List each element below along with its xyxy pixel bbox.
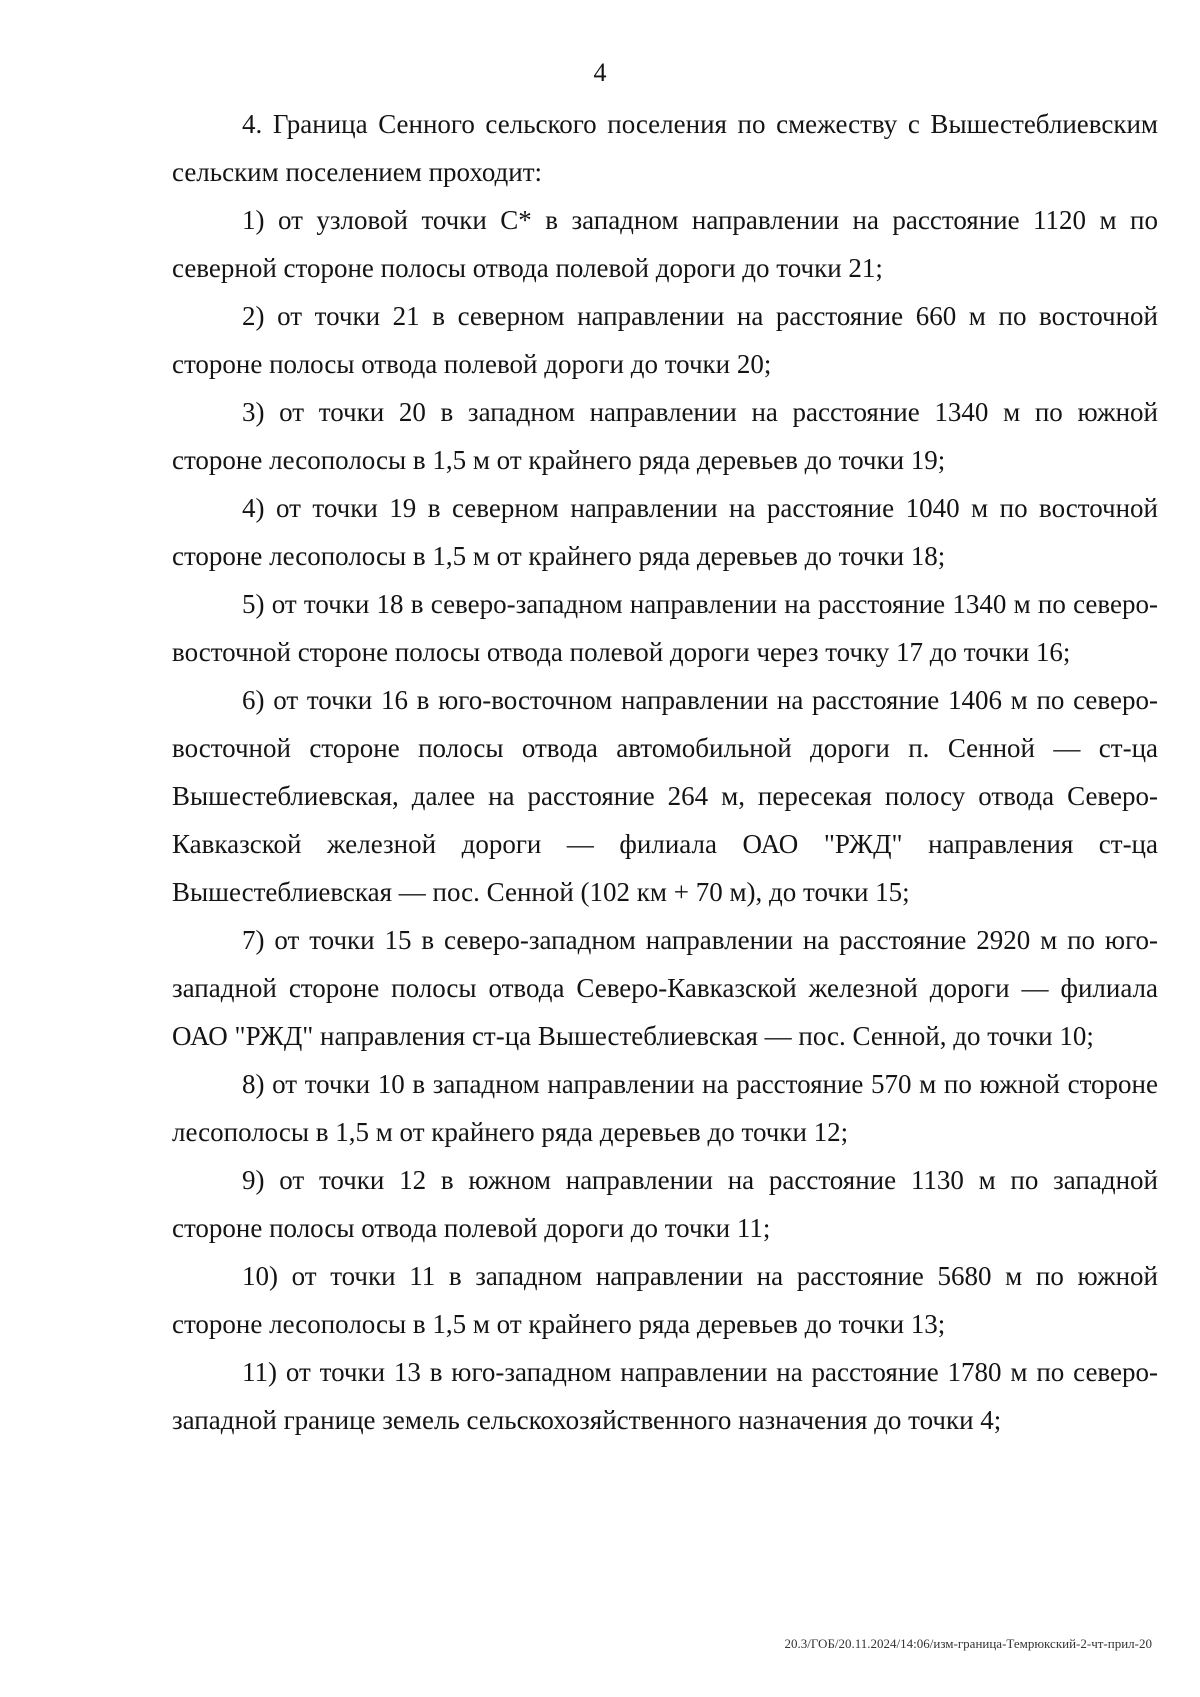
paragraph-item-2: 2) от точки 21 в северном направлении на расстояние 660 м по восточной стороне полосы отвода полевой дороги до точки 20;: [172, 301, 1158, 379]
paragraph-item-5: 5) от точки 18 в северо-западном направлении на расстояние 1340 м по северо-восточной стороне полосы отвода полевой дороги через точку 17 до точки 16;: [172, 589, 1158, 667]
paragraph-item-6: 6) от точки 16 в юго-восточном направлении на расстояние 1406 м по северо-восточной стороне полосы отвода автомобильной дороги п. Сенной — ст-ца Вышестеблиевская, далее на расстояние 264 м, пересекая полосу отвода Северо-Кавказской железной дороги — филиала ОАО "РЖД" направления ст-ца Вышестеблиевская — пос. Сенной (102 км + 70 м), до точки 15;: [172, 685, 1158, 907]
paragraph-item-7: 7) от точки 15 в северо-западном направлении на расстояние 2920 м по юго-западной стороне полосы отвода Северо-Кавказской железной дороги — филиала ОАО "РЖД" направления ст-ца Вышестеблиевская — пос. Сенной, до точки 10;: [172, 925, 1158, 1051]
paragraph-item-1: 1) от узловой точки С* в западном направлении на расстояние 1120 м по северной стороне полосы отвода полевой дороги до точки 21;: [172, 205, 1158, 283]
document-footer-code: 20.3/ГОБ/20.11.2024/14:06/изм-граница-Темрюкский-2-чт-прил-20: [784, 1636, 1152, 1651]
paragraph-item-10: 10) от точки 11 в западном направлении на расстояние 5680 м по южной стороне лесополосы в 1,5 м от крайнего ряда деревьев до точки 13;: [172, 1261, 1158, 1339]
paragraph-intro: 4. Граница Сенного сельского поселения по смежеству с Вышестеблиевским сельским поселением проходит:: [172, 109, 1158, 187]
paragraph-item-11: 11) от точки 13 в юго-западном направлении на расстояние 1780 м по северо-западной границе земель сельскохозяйственного назначения до точки 4;: [172, 1357, 1158, 1435]
paragraph-item-4: 4) от точки 19 в северном направлении на расстояние 1040 м по восточной стороне лесополосы в 1,5 м от крайнего ряда деревьев до точки 18;: [172, 493, 1158, 571]
paragraph-item-9: 9) от точки 12 в южном направлении на расстояние 1130 м по западной стороне полосы отвода полевой дороги до точки 11;: [172, 1165, 1158, 1243]
paragraph-item-3: 3) от точки 20 в западном направлении на расстояние 1340 м по южной стороне лесополосы в 1,5 м от крайнего ряда деревьев до точки 19;: [172, 397, 1158, 475]
document-body: [172, 100, 1158, 1444]
paragraph-item-8: 8) от точки 10 в западном направлении на расстояние 570 м по южной стороне лесополосы в 1,5 м от крайнего ряда деревьев до точки 12;: [172, 1069, 1158, 1147]
page-number: 4: [593, 58, 607, 87]
